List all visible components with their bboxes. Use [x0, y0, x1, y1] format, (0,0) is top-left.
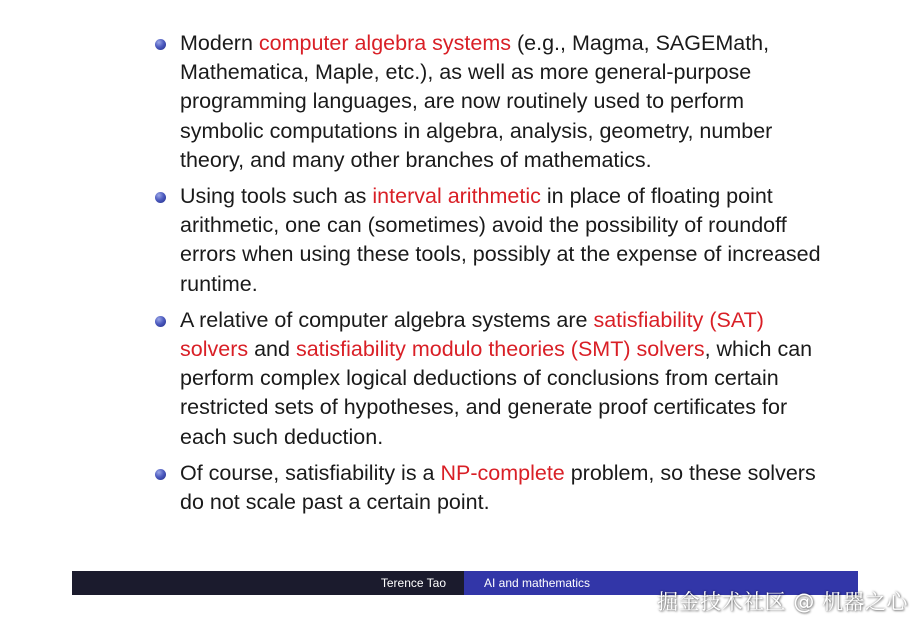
text-segment: in place of floating point arithmetic, one can (sometimes) avoid the possibility of roundoff errors when using these tools, possibly at the expense of increased runtime.	[180, 184, 821, 296]
text-segment: problem, so these solvers do not scale past a certain point.	[180, 460, 816, 515]
bullet-icon	[155, 316, 166, 327]
text-segment: A relative of computer algebra systems are	[180, 307, 594, 332]
highlighted-term: satisfiability modulo theories (SMT) solvers	[295, 337, 705, 362]
slide-body	[152, 29, 824, 524]
text-segment: and	[248, 337, 296, 362]
highlighted-term: computer algebra systems	[258, 31, 512, 55]
text-segment: (e.g., Magma, SAGEMath, Mathematica, Maple, etc.), as well as more general-purpose programming languages, are now routinely used to perform symbolic computations in algebra, analysis, geometry, number theory, and many other branches of mathematics.	[180, 31, 773, 172]
text-segment: Of course, satisfiability is a	[180, 460, 441, 485]
bullet-item	[152, 182, 824, 299]
highlighted-term: NP-complete	[440, 460, 565, 485]
footer-title: AI and mathematics	[484, 576, 591, 590]
footer-author-panel	[72, 571, 464, 595]
highlighted-term: interval arithmetic	[372, 184, 541, 209]
highlighted-term: satisfiability (SAT) solvers	[180, 307, 764, 362]
text-segment: , which can perform complex logical deductions of conclusions from certain restricted sets of hypotheses, and generate proof certificates for each such deduction.	[180, 337, 813, 449]
watermark: 掘金技术社区 @ 机器之心	[657, 590, 908, 614]
text-segment: Modern	[180, 31, 259, 55]
bullet-icon	[155, 469, 166, 480]
bullet-item	[152, 29, 824, 175]
bullet-icon	[155, 39, 166, 50]
text-segment: Using tools such as	[180, 184, 373, 209]
bullet-text	[180, 184, 821, 296]
bullet-text	[180, 31, 772, 172]
bullet-text	[180, 461, 816, 514]
bullet-icon	[155, 192, 166, 203]
footer-author: Terence Tao	[380, 576, 446, 590]
bullet-item	[152, 459, 824, 517]
bullet-text	[180, 308, 812, 449]
bullet-item	[152, 306, 824, 452]
